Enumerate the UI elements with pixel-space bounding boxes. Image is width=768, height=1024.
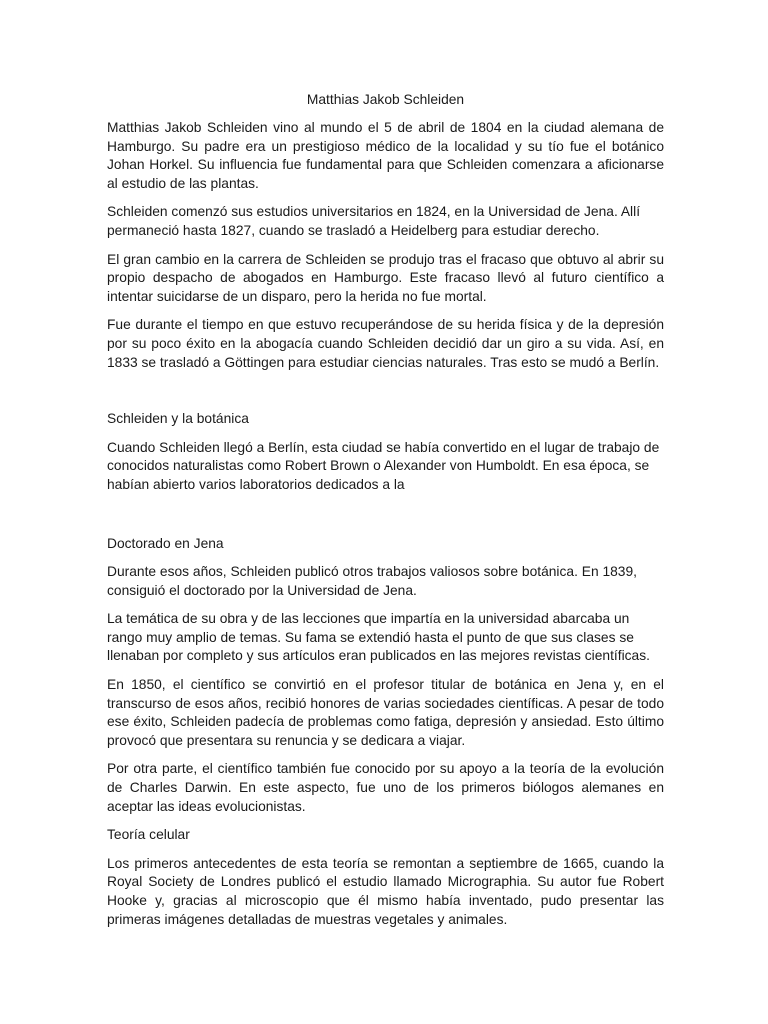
doctorado-paragraph-4: Por otra parte, el científico también fue conocido por su apoyo a la teoría de la evolución de Charles Darwin. En este aspecto, fue uno de los primeros biólogos alemanes en aceptar las ideas evolucionistas.: [107, 761, 664, 814]
intro-paragraph-4: Fue durante el tiempo en que estuvo recuperándose de su herida física y de la depresión por su poco éxito en la abogacía cuando Schleiden decidió dar un giro a su vida. Así, en 1833 se trasladó a Göttingen para estudiar ciencias naturales. Tras esto se mudó a Berlín.: [107, 317, 664, 370]
section-heading-botanica: Schleiden y la botánica: [107, 411, 249, 427]
botanica-paragraph-1: Cuando Schleiden llegó a Berlín, esta ciudad se había convertido en el lugar de trabajo de conocidos naturalistas como Robert Brown o Alexander von Humboldt. En esa época, se habían abierto varios laboratorios dedicados a la: [107, 439, 660, 492]
section-gap: [107, 382, 664, 410]
doctorado-paragraph-1: Durante esos años, Schleiden publicó otros trabajos valiosos sobre botánica. En 1839, consiguió el doctorado por la Universidad de Jena.: [107, 564, 637, 598]
section-heading-doctorado: Doctorado en Jena: [107, 535, 224, 551]
section-heading-teoria: Teoría celular: [107, 827, 190, 843]
intro-paragraph-2: Schleiden comenzó sus estudios universitarios en 1824, en la Universidad de Jena. Allí permaneció hasta 1827, cuando se trasladó a Heidelberg para estudiar derecho.: [107, 204, 641, 238]
doctorado-paragraph-3: En 1850, el científico se convirtió en el profesor titular de botánica en Jena y, en el transcurso de esos años, recibió honores de varias sociedades científicas. A pesar de todo ese éxito, Schleiden padecía de problemas como fatiga, depresión y ansiedad. Esto último provocó que presentara su renuncia y se dedicara a viajar.: [107, 677, 664, 748]
intro-paragraph-3: El gran cambio en la carrera de Schleiden se produjo tras el fracaso que obtuvo al abrir su propio despacho de abogados en Hamburgo. Este fracaso llevó al futuro científico a intentar suicidarse de un disparo, pero la herida no fue mortal.: [107, 251, 664, 304]
section-gap: [107, 505, 664, 535]
intro-paragraph-1: Matthias Jakob Schleiden vino al mundo el 5 de abril de 1804 en la ciudad alemana de Hamburgo. Su padre era un prestigioso médico de la localidad y su tío fue el botánico Johan Horkel. Su influencia fue fundamental para que Schleiden comenzara a aficionarse al estudio de las plantas.: [107, 120, 664, 191]
document-title: Matthias Jakob Schleiden: [306, 92, 465, 107]
doctorado-paragraph-2: La temática de su obra y de las lecciones que impartía en la universidad abarcaba un rango muy amplio de temas. Su fama se extendió hasta el punto de que sus clases se llenaban por completo y sus artículos eran publicados en las mejores revistas científicas.: [107, 611, 650, 664]
teoria-paragraph-1: Los primeros antecedentes de esta teoría se remontan a septiembre de 1665, cuando la Royal Society de Londres publicó el estudio llamado Micrographia. Su autor fue Robert Hooke y, gracias al microscopio que él mismo había inventado, pudo presentar las primeras imágenes detalladas de muestras vegetales y animales.: [107, 855, 664, 927]
